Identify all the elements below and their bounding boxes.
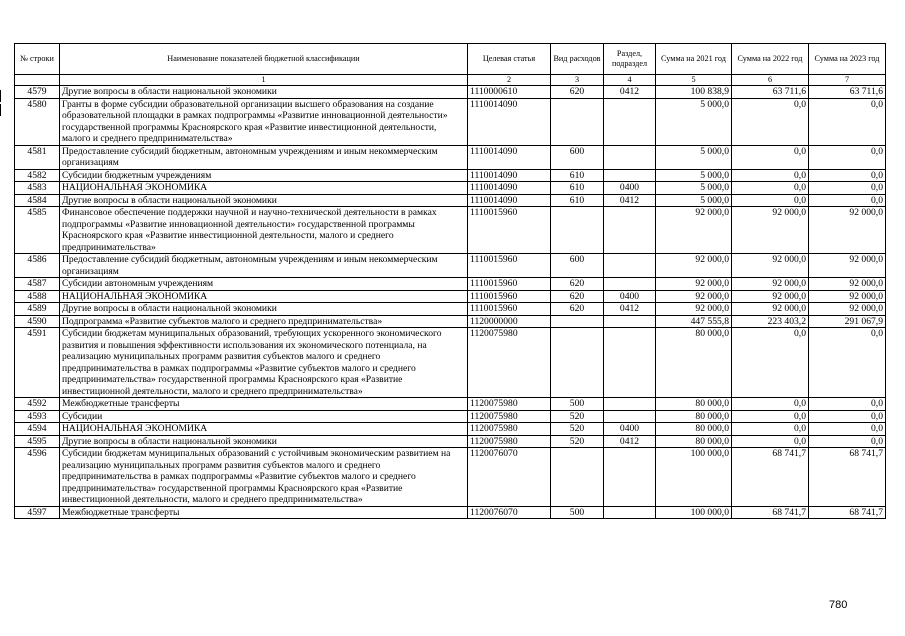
sum-2023-cell: 63 711,6: [809, 86, 886, 99]
expense-type-cell: 620: [551, 86, 604, 99]
indicator-name-cell: Субсидии: [60, 410, 468, 423]
row-number-cell: 4594: [15, 423, 60, 436]
sum-2022-cell: 0,0: [732, 398, 809, 411]
target-article-cell: 1110015960: [468, 207, 551, 254]
table-row: [15, 315, 886, 328]
header-sum-2023: Сумма на 2023 год: [809, 44, 886, 75]
section-cell: 0400: [604, 423, 656, 436]
sum-2021-cell: 92 000,0: [656, 290, 732, 303]
expense-type-cell: 610: [551, 182, 604, 195]
header-row: [15, 44, 886, 75]
target-article-cell: 1120075980: [468, 435, 551, 448]
expense-type-cell: [551, 98, 604, 145]
column-number: 4: [604, 75, 656, 86]
column-number: 1: [60, 75, 468, 86]
sum-2021-cell: 92 000,0: [656, 278, 732, 291]
sum-2023-cell: 291 067,9: [809, 315, 886, 328]
sum-2022-cell: 68 741,7: [732, 506, 809, 519]
section-cell: [604, 398, 656, 411]
column-number-blank: [15, 75, 60, 86]
section-cell: [604, 315, 656, 328]
sum-2021-cell: 80 000,0: [656, 328, 732, 398]
table-row: [15, 194, 886, 207]
sum-2023-cell: 92 000,0: [809, 278, 886, 291]
sum-2022-cell: 0,0: [732, 328, 809, 398]
table-row: [15, 303, 886, 316]
sum-2022-cell: 0,0: [732, 182, 809, 195]
expense-type-cell: 620: [551, 303, 604, 316]
row-number-cell: 4584: [15, 194, 60, 207]
indicator-name-cell: Другие вопросы в области национальной экономики: [60, 435, 468, 448]
sum-2021-cell: 100 000,0: [656, 506, 732, 519]
section-cell: [604, 410, 656, 423]
sum-2021-cell: 80 000,0: [656, 435, 732, 448]
sum-2023-cell: 92 000,0: [809, 303, 886, 316]
indicator-name-cell: Другие вопросы в области национальной экономики: [60, 194, 468, 207]
indicator-name-cell: Межбюджетные трансферты: [60, 398, 468, 411]
sum-2022-cell: 223 403,2: [732, 315, 809, 328]
sum-2021-cell: 447 555,8: [656, 315, 732, 328]
sum-2021-cell: 92 000,0: [656, 303, 732, 316]
sum-2023-cell: 68 741,7: [809, 506, 886, 519]
section-cell: [604, 278, 656, 291]
table-row: [15, 448, 886, 507]
target-article-cell: 1110015960: [468, 290, 551, 303]
section-cell: [604, 448, 656, 507]
sum-2023-cell: 68 741,7: [809, 448, 886, 507]
row-number-cell: 4585: [15, 207, 60, 254]
target-article-cell: 1110000610: [468, 86, 551, 99]
sum-2021-cell: 5 000,0: [656, 169, 732, 182]
sum-2022-cell: 92 000,0: [732, 303, 809, 316]
header-expense-type: Вид расходов: [551, 44, 604, 75]
indicator-name-cell: НАЦИОНАЛЬНАЯ ЭКОНОМИКА: [60, 290, 468, 303]
row-number-cell: 4586: [15, 254, 60, 278]
column-number: 2: [468, 75, 551, 86]
sum-2023-cell: 92 000,0: [809, 290, 886, 303]
sum-2023-cell: 0,0: [809, 423, 886, 436]
sum-2023-cell: 0,0: [809, 145, 886, 169]
sum-2022-cell: 92 000,0: [732, 290, 809, 303]
expense-type-cell: [551, 207, 604, 254]
target-article-cell: 1120075980: [468, 410, 551, 423]
row-number-cell: 4593: [15, 410, 60, 423]
sum-2022-cell: 0,0: [732, 423, 809, 436]
table-row: [15, 328, 886, 398]
expense-type-cell: 500: [551, 398, 604, 411]
sum-2023-cell: 0,0: [809, 182, 886, 195]
sum-2022-cell: 92 000,0: [732, 278, 809, 291]
target-article-cell: 1110015960: [468, 303, 551, 316]
row-number-cell: 4580: [15, 98, 60, 145]
target-article-cell: 1120075980: [468, 328, 551, 398]
section-cell: [604, 98, 656, 145]
indicator-name-cell: Подпрограмма «Развитие субъектов малого и среднего предпринимательства»: [60, 315, 468, 328]
expense-type-cell: 620: [551, 290, 604, 303]
section-cell: 0412: [604, 86, 656, 99]
row-number-cell: 4591: [15, 328, 60, 398]
sum-2021-cell: 92 000,0: [656, 207, 732, 254]
expense-type-cell: [551, 448, 604, 507]
header-row-number: № строки: [15, 44, 60, 75]
indicator-name-cell: Финансовое обеспечение поддержки научной и научно-технической деятельности в рамках подпрограммы «Развитие инновационной деятельности» государственной программы Красноярского края «Развитие инвестиционной деятельности, малого и среднего предпринимательства»: [60, 207, 468, 254]
indicator-name-cell: НАЦИОНАЛЬНАЯ ЭКОНОМИКА: [60, 423, 468, 436]
sum-2021-cell: 80 000,0: [656, 398, 732, 411]
sum-2021-cell: 80 000,0: [656, 410, 732, 423]
header-section: Раздел, подраздел: [604, 44, 656, 75]
row-number-cell: 4596: [15, 448, 60, 507]
expense-type-cell: [551, 328, 604, 398]
sum-2023-cell: 0,0: [809, 194, 886, 207]
table-row: [15, 290, 886, 303]
sum-2023-cell: 0,0: [809, 435, 886, 448]
indicator-name-cell: Субсидии автономным учреждениям: [60, 278, 468, 291]
expense-type-cell: 610: [551, 194, 604, 207]
row-number-cell: 4581: [15, 145, 60, 169]
sum-2023-cell: 0,0: [809, 410, 886, 423]
table-row: [15, 410, 886, 423]
table-row: [15, 435, 886, 448]
section-cell: [604, 254, 656, 278]
indicator-name-cell: Субсидии бюджетам муниципальных образований, требующих ускоренного экономического развития и повышения эффективности использования их экономического потенциала, на реализацию муниципальных программ развития субъектов малого и среднего предпринимательства в рамках подпрограммы «Развитие субъектов малого и среднего предпринимательства» государственной программы Красноярского края «Развитие инвестиционной деятельности, малого и среднего предпринимательства»: [60, 328, 468, 398]
section-cell: [604, 207, 656, 254]
expense-type-cell: 520: [551, 423, 604, 436]
row-number-cell: 4597: [15, 506, 60, 519]
target-article-cell: 1120076070: [468, 448, 551, 507]
sum-2021-cell: 5 000,0: [656, 182, 732, 195]
sum-2023-cell: 0,0: [809, 169, 886, 182]
target-article-cell: 1120075980: [468, 423, 551, 436]
expense-type-cell: 520: [551, 410, 604, 423]
target-article-cell: 1110015960: [468, 254, 551, 278]
section-cell: 0400: [604, 290, 656, 303]
section-cell: [604, 145, 656, 169]
indicator-name-cell: Межбюджетные трансферты: [60, 506, 468, 519]
indicator-name-cell: Предоставление субсидий бюджетным, автономным учреждениям и иным некоммерческим организациям: [60, 254, 468, 278]
row-number-cell: 4579: [15, 86, 60, 99]
margin-mark: [0, 90, 1, 102]
target-article-cell: 1110014090: [468, 194, 551, 207]
column-number: 7: [809, 75, 886, 86]
indicator-name-cell: Субсидии бюджетным учреждениям: [60, 169, 468, 182]
section-cell: 0412: [604, 303, 656, 316]
table-row: [15, 182, 886, 195]
sum-2021-cell: 92 000,0: [656, 254, 732, 278]
table-row: [15, 506, 886, 519]
expense-type-cell: 610: [551, 169, 604, 182]
budget-table: [14, 43, 886, 519]
indicator-name-cell: Субсидии бюджетам муниципальных образований с устойчивым экономическим развитием на реализацию муниципальных программ развития субъектов малого и среднего предпринимательства в рамках подпрограммы «Развитие субъектов малого и среднего предпринимательства» государственной программы Красноярского края «Развитие инвестиционной деятельности, малого и среднего предпринимательства»: [60, 448, 468, 507]
indicator-name-cell: Другие вопросы в области национальной экономики: [60, 303, 468, 316]
indicator-name-cell: НАЦИОНАЛЬНАЯ ЭКОНОМИКА: [60, 182, 468, 195]
table-row: [15, 423, 886, 436]
target-article-cell: 1120076070: [468, 506, 551, 519]
sum-2023-cell: 92 000,0: [809, 254, 886, 278]
expense-type-cell: 500: [551, 506, 604, 519]
expense-type-cell: 600: [551, 145, 604, 169]
target-article-cell: 1110014090: [468, 169, 551, 182]
row-number-cell: 4590: [15, 315, 60, 328]
column-number: 6: [732, 75, 809, 86]
expense-type-cell: 520: [551, 435, 604, 448]
table-body: [15, 86, 886, 519]
expense-type-cell: [551, 315, 604, 328]
target-article-cell: 1110014090: [468, 182, 551, 195]
sum-2022-cell: 0,0: [732, 169, 809, 182]
target-article-cell: 1110014090: [468, 98, 551, 145]
row-number-cell: 4592: [15, 398, 60, 411]
table-row: [15, 207, 886, 254]
indicator-name-cell: Предоставление субсидий бюджетным, автономным учреждениям и иным некоммерческим организациям: [60, 145, 468, 169]
row-number-cell: 4588: [15, 290, 60, 303]
target-article-cell: 1110014090: [468, 145, 551, 169]
column-number: 3: [551, 75, 604, 86]
sum-2021-cell: 5 000,0: [656, 145, 732, 169]
section-cell: [604, 506, 656, 519]
sum-2022-cell: 92 000,0: [732, 207, 809, 254]
sum-2021-cell: 80 000,0: [656, 423, 732, 436]
sum-2021-cell: 5 000,0: [656, 98, 732, 145]
table-row: [15, 278, 886, 291]
table-row: [15, 145, 886, 169]
section-cell: 0412: [604, 194, 656, 207]
sum-2023-cell: 0,0: [809, 398, 886, 411]
header-target-article: Целевая статья: [468, 44, 551, 75]
sum-2023-cell: 0,0: [809, 98, 886, 145]
section-cell: [604, 328, 656, 398]
indicator-name-cell: Гранты в форме субсидии образовательной организации высшего образования на создание образовательной площадки в рамках подпрограммы «Развитие инновационной деятельности» государственной программы Красноярского края «Развитие инвестиционной деятельности, малого и среднего предпринимательства»: [60, 98, 468, 145]
column-number: 5: [656, 75, 732, 86]
section-cell: 0400: [604, 182, 656, 195]
sum-2022-cell: 0,0: [732, 410, 809, 423]
row-number-cell: 4595: [15, 435, 60, 448]
table-row: [15, 169, 886, 182]
header-sum-2021: Сумма на 2021 год: [656, 44, 732, 75]
sum-2022-cell: 0,0: [732, 194, 809, 207]
sum-2022-cell: 0,0: [732, 98, 809, 145]
sum-2021-cell: 100 838,9: [656, 86, 732, 99]
sum-2021-cell: 5 000,0: [656, 194, 732, 207]
sum-2022-cell: 92 000,0: [732, 254, 809, 278]
sum-2021-cell: 100 000,0: [656, 448, 732, 507]
sum-2022-cell: 0,0: [732, 145, 809, 169]
target-article-cell: 1120075980: [468, 398, 551, 411]
section-cell: [604, 169, 656, 182]
row-number-cell: 4583: [15, 182, 60, 195]
indicator-name-cell: Другие вопросы в области национальной экономики: [60, 86, 468, 99]
row-number-cell: 4587: [15, 278, 60, 291]
table-row: [15, 86, 886, 99]
column-number-row: [15, 75, 886, 86]
header-sum-2022: Сумма на 2022 год: [732, 44, 809, 75]
target-article-cell: 1110015960: [468, 278, 551, 291]
header-name: Наименование показателей бюджетной классификации: [60, 44, 468, 75]
target-article-cell: 1120000000: [468, 315, 551, 328]
sum-2023-cell: 92 000,0: [809, 207, 886, 254]
table-row: [15, 254, 886, 278]
expense-type-cell: 600: [551, 254, 604, 278]
section-cell: 0412: [604, 435, 656, 448]
page-number: 780: [829, 599, 848, 611]
expense-type-cell: 620: [551, 278, 604, 291]
sum-2022-cell: 68 741,7: [732, 448, 809, 507]
table-row: [15, 398, 886, 411]
table-row: [15, 98, 886, 145]
sum-2023-cell: 0,0: [809, 328, 886, 398]
row-number-cell: 4582: [15, 169, 60, 182]
sum-2022-cell: 63 711,6: [732, 86, 809, 99]
margin-mark: [0, 104, 1, 116]
row-number-cell: 4589: [15, 303, 60, 316]
sum-2022-cell: 0,0: [732, 435, 809, 448]
